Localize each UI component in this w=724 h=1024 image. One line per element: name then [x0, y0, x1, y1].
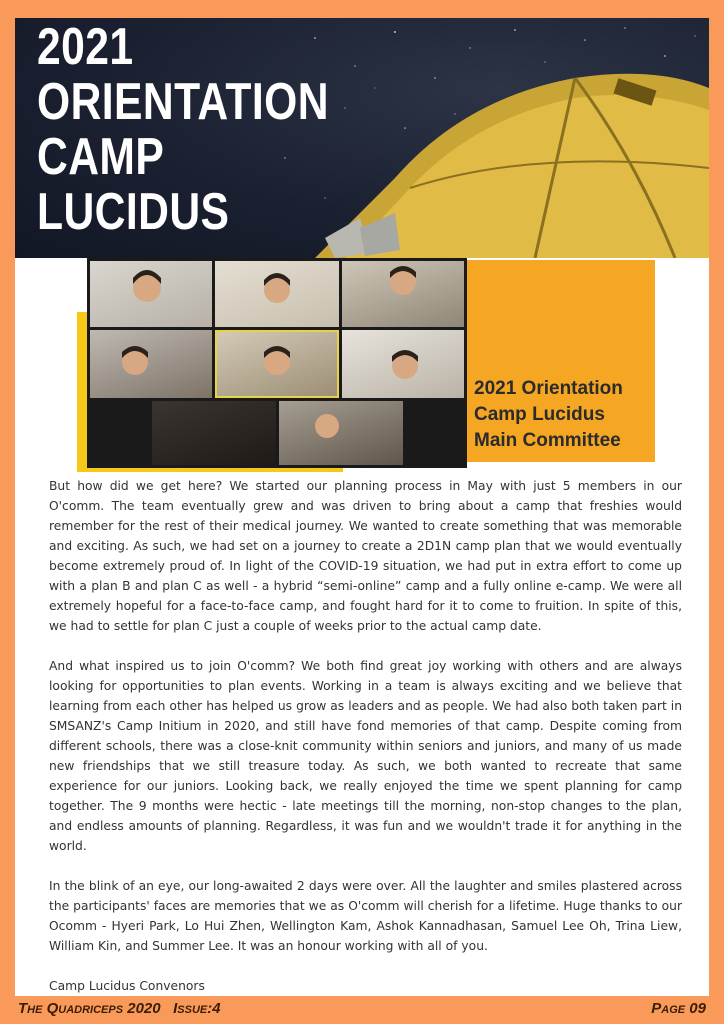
page-footer	[0, 998, 724, 1024]
caption-line-3: Main Committee	[474, 430, 621, 451]
photo-caption	[474, 376, 623, 454]
article-paragraph: In the blink of an eye, our long-awaited 2 days were over. All the laughter and smiles plastered across the participants' faces are memories that we as O'comm will cherish for a lifetime. Huge thanks to our Ocomm - Hyeri Park, Lo Hui Zhen, Wellington Kam, Ashok Kannadhasan, Samuel Lee Oh, Trina Liew, William Kin, and Summer Lee. It was an honour working with all of you.	[49, 879, 682, 953]
article-paragraph: And what inspired us to join O'comm? We both find great joy working with others and are always looking for opportunities to plan events. Working in a team is always exciting and we believe that learning from each other has helped us grow as leaders and as people. We had also both taken part in SMSANZ's Camp Initium in 2020, and still have fond memories of that camp. Despite coming from different schools, there was a close-knit community within seniors and juniors, and many of us made new friendships that we still treasure today. As such, we both wanted to recreate that same experience for our juniors. Looking back, we really enjoyed the time we spent planning for camp together. The 9 months were hectic - late meetings till the morning, non-stop changes to the plan, and endless amounts of planning. Regardless, it was fun and we wouldn't trade it for anything in the world.	[49, 659, 682, 853]
article-body	[49, 476, 682, 996]
page-number: Page 09	[651, 1000, 706, 1017]
page-title: 2021 ORIENTATION CAMP LUCIDUS	[37, 18, 329, 241]
participants-faces-icon	[87, 258, 467, 468]
page	[15, 18, 709, 996]
caption-line-1: 2021 Orientation	[474, 378, 623, 399]
signoff-title: Camp Lucidus Convenors	[49, 979, 205, 993]
article-paragraph: But how did we get here? We started our planning process in May with just 5 members in our O'comm. The team eventually grew and was driven to bring about a camp that freshies would remember for the rest of their medical journey. We wanted to create something that was memorable and exciting. As such, we had set on a journey to create a 2D1N camp plan that we would eventually become extremely proud of. In light of the COVID-19 situation, we had put in extra effort to come up with a plan B and plan C as well - a hybrid “semi-online” camp and a fully online e-camp. We were all extremely hopeful for a face-to-face camp, and fought hard for it to come to fruition. In spite of this, we had to settle for plan C just a couple of weeks prior to the actual camp date.	[49, 479, 682, 633]
video-call-collage-image	[87, 258, 467, 468]
issue-label: The Quadriceps 2020 Issue:4	[18, 1000, 221, 1017]
caption-line-2: Camp Lucidus	[474, 404, 605, 425]
hero-banner	[15, 18, 709, 258]
